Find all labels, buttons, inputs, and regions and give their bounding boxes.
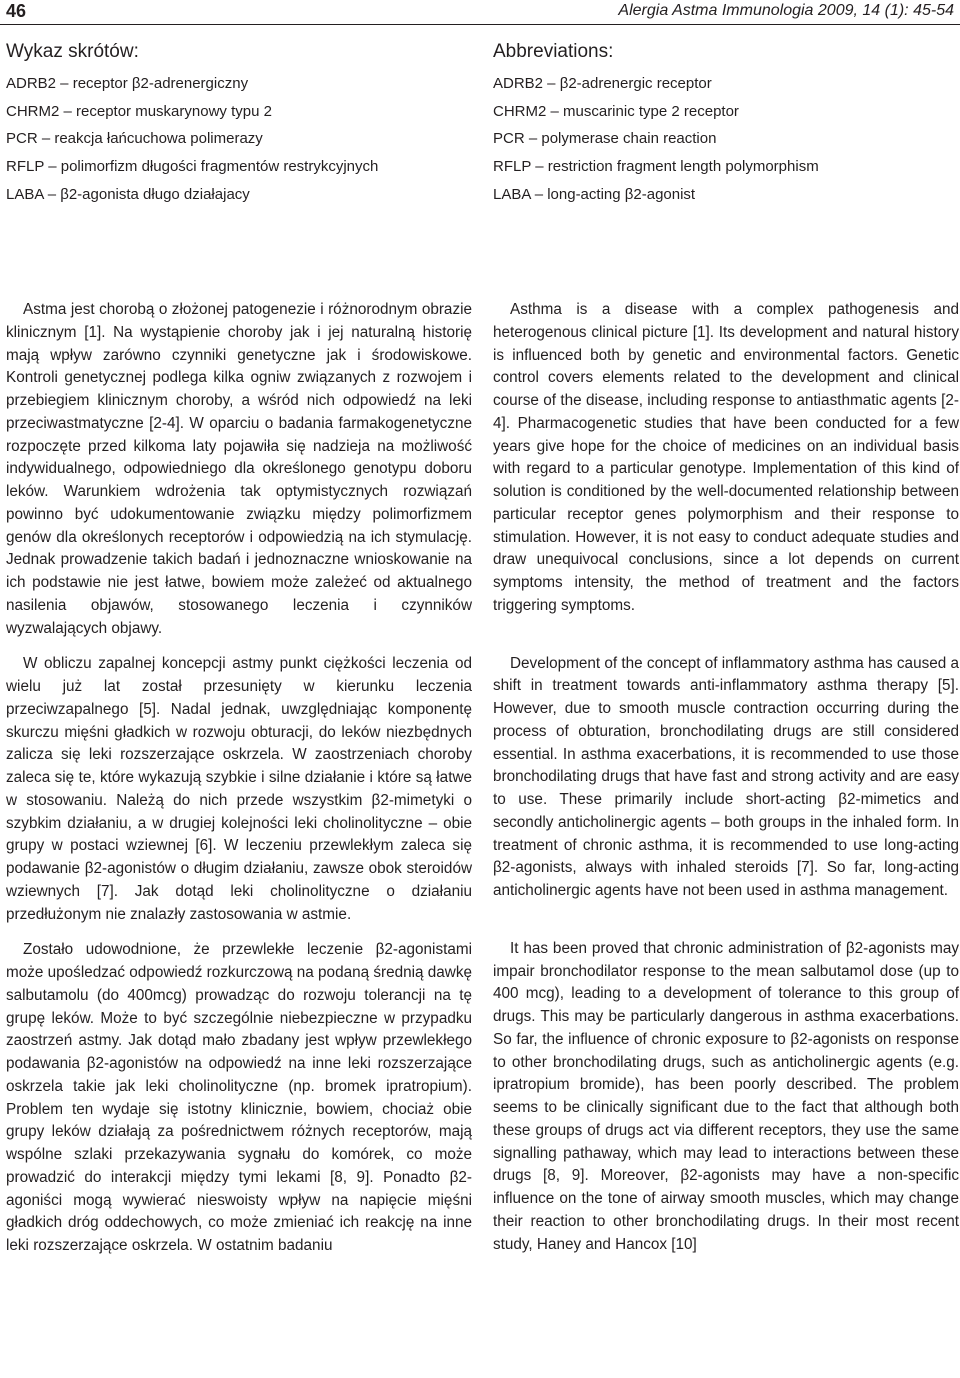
abbreviation-item: PCR – reakcja łańcuchowa polimerazy (6, 130, 263, 148)
header-rule (0, 24, 960, 25)
paragraph: W obliczu zapalnej koncepcji astmy punkt ciężkości leczenia od wielu już lat został przesunięty w kierunku leczenia przeciwzapalnego [5]. Nadal jednak, uwzględniając komponentę skurczu mięśni gładkich w rozwoju obturacji, do leków niezbędnych zalicza się leki rozszerzające oskrzela. W zaostrzeniach choroby zaleca się te, które wykazują szybkie i silne działanie i które są łatwe w stosowaniu. Należą do nich przede wszystkim β2-mimetyki o szybkim działaniu, a w drugiej kolejności leki cholinolityczne – obie grupy w postaci wziewnej [6]. W leczeniu przewlekłym zaleca się podawanie β2-agonistów o długim działaniu, zawsze obok steroidów wziewnych [7]. Jak dotąd leki cholinolityczne o działaniu przedłużonym nie znalazły zastosowania w astmie. (6, 655, 472, 923)
polish-text-column (6, 299, 472, 1258)
abbreviation-item: LABA – β2-agonista długo działajacy (6, 185, 250, 203)
abbreviation-item: ADRB2 – receptor β2-adrenergiczny (6, 75, 249, 92)
paragraph: Astma jest chorobą o złożonej patogenezie i różnorodnym obrazie klinicznym [1]. Na wystąpienie choroby jak i jej naturalną historię mają wpływ zarówno czynniki genetyczne jak i środowiskowe. Kontroli genetycznej podlega kilka ogniw związanych z rozwojem i przebiegiem klinicznym choroby, a wśród nich odpowiedź na leki przeciwastmatyczne [2-4]. W oparciu o badania farmakogenetyczne rozpoczęte przed kilkoma laty pojawiła się nadzieja na możliwość indywidualnego, odpowiedniego dla określonego genotypu doboru leków. Warunkiem wdrożenia tak optymistycznych rozwiązań powinno być udokumentowanie związku między polimorfizmem genów dla określonych receptorów i odpowiedzią na ich stymulację. Jednak prowadzenie takich badań i jednoznaczne wnioskowanie na ich podstawie nie jest łatwe, bowiem może zależeć od aktualnego nasilenia objawów, stosowanego leczenia i czynników wyzwalających objawy. (6, 301, 472, 637)
abbreviations-polish (6, 37, 478, 209)
abbreviation-item: CHRM2 – receptor muskarynowy typu 2 (6, 102, 272, 120)
paragraph: Asthma is a disease with a complex pathogenesis and heterogenous clinical picture [1]. Its development and natural history is influenced both by genetic and environmental factors. Genetic control covers elements related to the development and clinical course of the disease, including response to antiasthmatic agents [2-4]. Pharmacogenetic studies that have been conducted for a few years give hope for the choice of medicines on an individual basis with regard to a particular genotype. Implementation of this kind of solution is conditioned by the well-documented relationship between particular receptor genes polymorphism and their response to stimulation. However, it is not easy to conduct adequate studies and draw unequivocal conclusions, since a lot depends on current symptoms intensity, the method of treatment and the factors triggering symptoms. (493, 301, 959, 614)
paragraph: It has been proved that chronic administration of β2-agonists may impair bronchodilator response to the mean salbutamol dose (up to 400 mcg), leading to a development of tolerance to this group of drugs. This may be particularly dangerous in asthma exacerbations. So far, the influence of chronic exposure to β2-agonists on response to other bronchodilating drugs, such as anticholinergic agents (e.g. ipratropium bromide), has been poorly described. The problem seems to be clinically significant due to the fact that although both these groups of drugs act via different receptors, they use the same signalling pathaway, which may lead to interactions between these drugs [8, 9]. Moreover, β2-agonists may have a non-specific influence on the tone of airway smooth muscles, which may change their reaction to other bronchodilating drugs. In their most recent study, Haney and Hancox [10] (493, 939, 959, 1253)
abbreviations-english-title: Abbreviations: (493, 41, 614, 62)
paragraph: Zostało udowodnione, że przewlekłe leczenie β2-agonistami może upośledzać odpowiedź rozkurczową na podaną średnią dawkę salbutamolu (do 400mcg) prowadząc do rozwoju tolerancji na tę grupę leków. Może to być szczególnie niebezpieczne w przypadku zaostrzeń astmy. Jak dotąd mało zbadany jest wpływ przewlekłego podawania β2-agonistów na odpowiedź na inne leki rozszerzające oskrzela takie jak leki cholinolityczne (np. bromek ipratropium). Problem ten wydaje się istotny klinicznie, bowiem, chociaż obie grupy leków działają za pośrednictwem różnych receptorów, mają wspólne szlaki przekazywania sygnału do komórek, co może prowadzić do interakcji między tymi lekami [8, 9]. Ponadto β2-agoniści mogą wywierać nieswoisty wpływ na napięcie mięśni gładkich dróg oddechowych, co może zmieniać ich reakcję na inne leki rozszerzające oskrzela. W ostatnim badaniu (6, 941, 472, 1254)
paragraph: Development of the concept of inflammatory asthma has caused a shift in treatment towards anti-inflammatory asthma therapy [5]. However, due to smooth muscle contraction occurring during the process of obturation, bronchodilating drugs are still considered essential. In asthma exacerbations, it is recommended to use those bronchodilating drugs that have fast and strong activity and are easy to use. These primarily include short-acting β2-mimetics and secondly anticholinergic agents – both groups in the inhaled form. In treatment of chronic asthma, it is recommended to use long-acting β2-agonists, always with inhaled steroids [7]. So far, long-acting anticholinergic agents have not been used in asthma management. (493, 654, 959, 899)
abbreviation-item: LABA – long-acting β2-agonist (493, 185, 696, 203)
abbreviation-item: RFLP – restriction fragment length polymorphism (493, 158, 819, 176)
page-number: 46 (6, 1, 27, 21)
abbreviation-item: PCR – polymerase chain reaction (493, 130, 717, 148)
english-text-column (493, 299, 959, 1256)
abbreviations-english (493, 37, 960, 209)
abbreviation-item: ADRB2 – β2-adrenergic receptor (493, 75, 712, 92)
abbreviations-polish-title: Wykaz skrótów: (6, 41, 139, 62)
abbreviation-item: CHRM2 – muscarinic type 2 receptor (493, 102, 739, 120)
journal-citation: Alergia Astma Immunologia 2009, 14 (1): 45-54 (618, 2, 954, 19)
page-header (0, 0, 960, 26)
abbreviation-item: RFLP – polimorfizm długości fragmentów restrykcyjnych (6, 158, 379, 176)
